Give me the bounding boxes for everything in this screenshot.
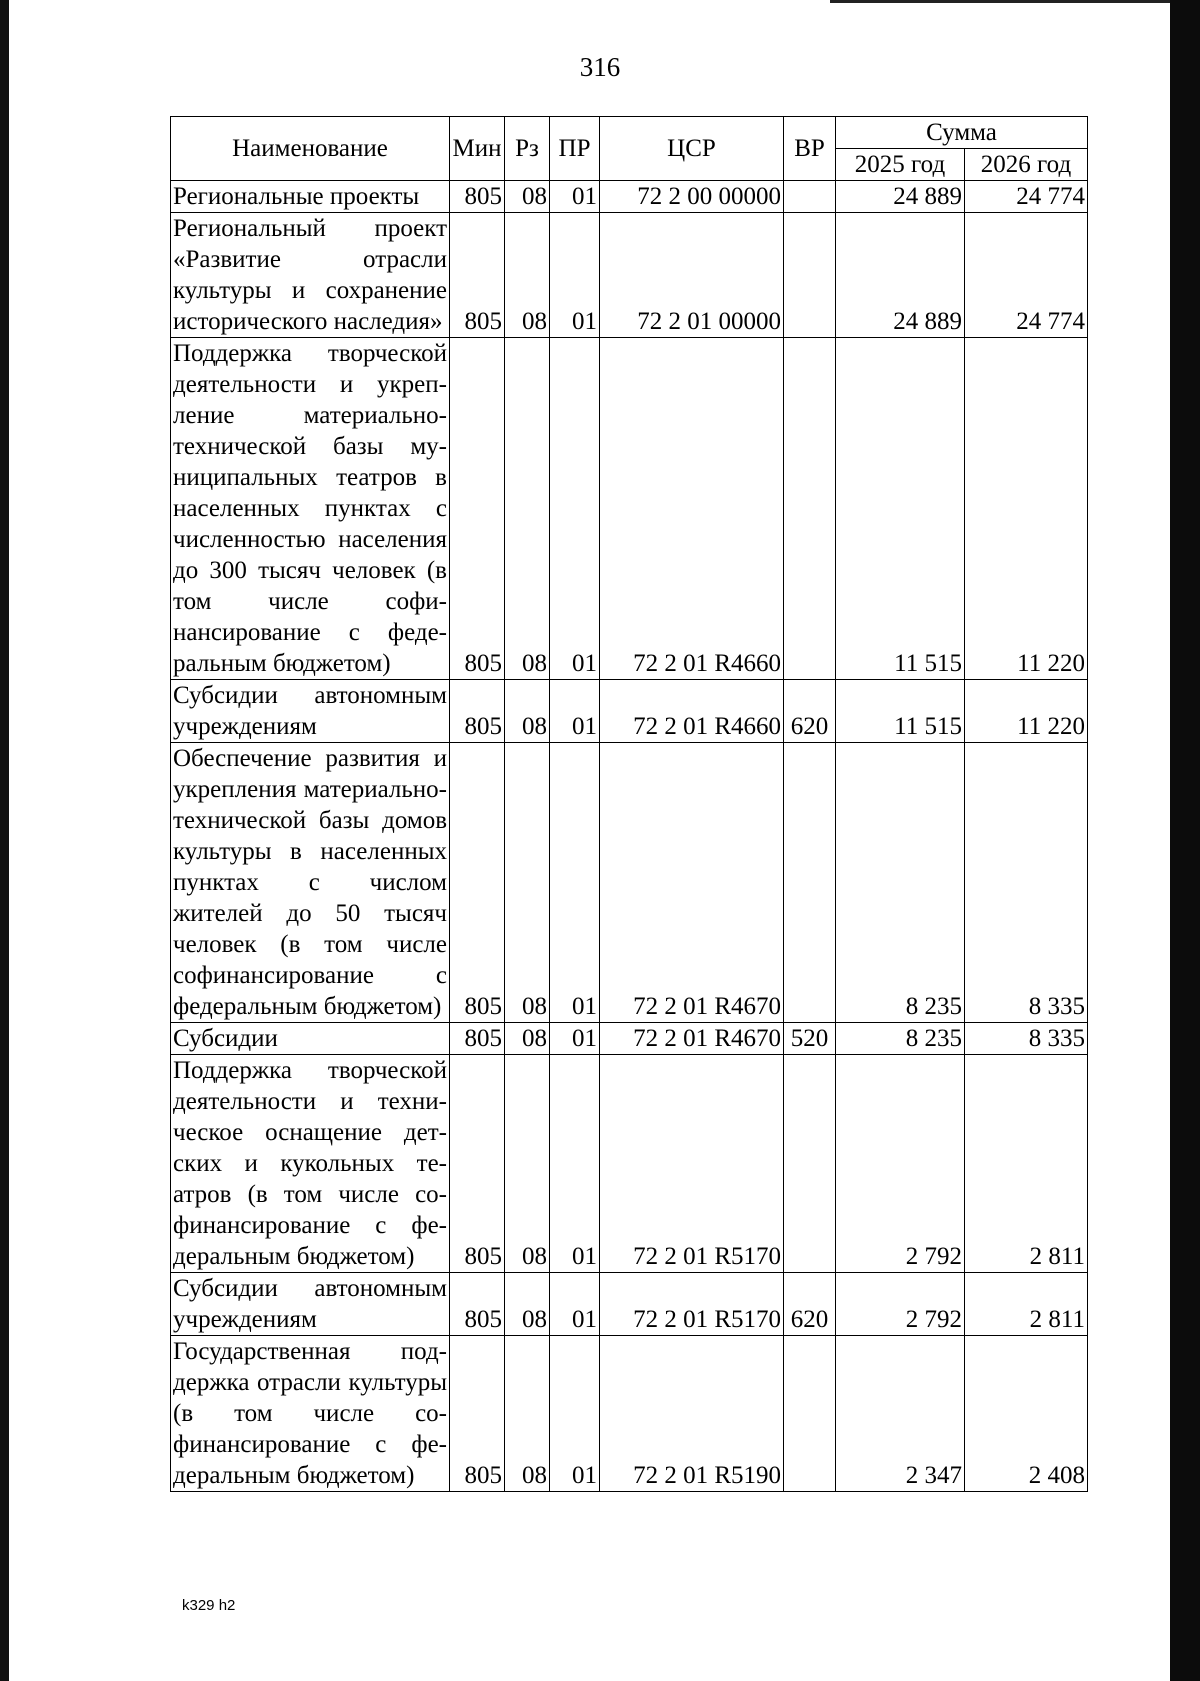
- row-2025: 8 235: [836, 1023, 965, 1055]
- row-2026: 2 408: [965, 1336, 1088, 1492]
- row-2026: 8 335: [965, 1023, 1088, 1055]
- row-csr: 72 2 00 00000: [600, 181, 784, 213]
- row-pr: 01: [550, 213, 600, 338]
- row-vr: [784, 181, 836, 213]
- table-row: [171, 1336, 1088, 1492]
- row-name: Субсидии: [171, 1023, 450, 1055]
- scan-edge-left: [0, 0, 9, 1681]
- header-year-2025: 2025 год: [836, 149, 965, 181]
- table-row: [171, 1023, 1088, 1055]
- row-pr: 01: [550, 338, 600, 680]
- row-2025: 24 889: [836, 181, 965, 213]
- row-pr: 01: [550, 680, 600, 743]
- row-vr: [784, 213, 836, 338]
- row-min: 805: [450, 338, 505, 680]
- row-pr: 01: [550, 1055, 600, 1273]
- scan-edge-right: [1170, 0, 1200, 1681]
- row-rz: 08: [505, 743, 550, 1023]
- row-min: 805: [450, 181, 505, 213]
- row-min: 805: [450, 213, 505, 338]
- header-pr: ПР: [550, 117, 600, 181]
- header-vr: ВР: [784, 117, 836, 181]
- row-csr: 72 2 01 R5170: [600, 1273, 784, 1336]
- row-2025: 2 792: [836, 1273, 965, 1336]
- row-name: Поддержка творческой деятельности и техническое оснащение детских и кукольных театров (в том числе софинансирование с федеральным бюджетом): [171, 1055, 450, 1273]
- page-number: 316: [579, 52, 621, 82]
- header-csr: ЦСР: [600, 117, 784, 181]
- row-2026: 24 774: [965, 213, 1088, 338]
- footer-code: k329 h2: [182, 1597, 236, 1614]
- row-vr: [784, 743, 836, 1023]
- row-rz: 08: [505, 1023, 550, 1055]
- row-min: 805: [450, 680, 505, 743]
- row-2026: 8 335: [965, 743, 1088, 1023]
- row-vr: [784, 1055, 836, 1273]
- row-2026: 24 774: [965, 181, 1088, 213]
- row-2025: 24 889: [836, 213, 965, 338]
- table-body: [171, 181, 1088, 1492]
- row-2025: 2 792: [836, 1055, 965, 1273]
- row-vr: 620: [784, 1273, 836, 1336]
- row-rz: 08: [505, 1273, 550, 1336]
- row-2026: 2 811: [965, 1273, 1088, 1336]
- row-vr: [784, 338, 836, 680]
- table-row: [171, 743, 1088, 1023]
- row-csr: 72 2 01 R4660: [600, 680, 784, 743]
- row-2025: 8 235: [836, 743, 965, 1023]
- row-pr: 01: [550, 181, 600, 213]
- table-row: [171, 338, 1088, 680]
- table-row: [171, 181, 1088, 213]
- row-rz: 08: [505, 1055, 550, 1273]
- row-pr: 01: [550, 743, 600, 1023]
- table-header: [171, 117, 1088, 181]
- row-2026: 11 220: [965, 680, 1088, 743]
- header-name: Наименование: [171, 117, 450, 181]
- row-pr: 01: [550, 1336, 600, 1492]
- header-min: Мин: [450, 117, 505, 181]
- header-rz: Рз: [505, 117, 550, 181]
- row-min: 805: [450, 1055, 505, 1273]
- row-vr: [784, 1336, 836, 1492]
- row-csr: 72 2 01 R4670: [600, 743, 784, 1023]
- row-name: Поддержка творческой деятельности и укрепление материально-технической базы муниципальных театров в населенных пунктах с численностью населения до 300 тысяч человек (в том числе софинансирование с федеральным бюджетом): [171, 338, 450, 680]
- row-2025: 11 515: [836, 338, 965, 680]
- row-min: 805: [450, 1336, 505, 1492]
- table-row: [171, 1055, 1088, 1273]
- table-row: [171, 213, 1088, 338]
- table-row: [171, 680, 1088, 743]
- row-name: Субсидии автономным учреждениям: [171, 680, 450, 743]
- row-vr: 520: [784, 1023, 836, 1055]
- row-csr: 72 2 01 R5170: [600, 1055, 784, 1273]
- row-rz: 08: [505, 181, 550, 213]
- header-sum: Сумма: [836, 117, 1088, 149]
- header-year-2026: 2026 год: [965, 149, 1088, 181]
- row-2025: 11 515: [836, 680, 965, 743]
- row-2025: 2 347: [836, 1336, 965, 1492]
- budget-table: [170, 116, 1088, 1492]
- row-csr: 72 2 01 00000: [600, 213, 784, 338]
- row-pr: 01: [550, 1273, 600, 1336]
- row-min: 805: [450, 1273, 505, 1336]
- row-min: 805: [450, 1023, 505, 1055]
- row-csr: 72 2 01 R4660: [600, 338, 784, 680]
- row-csr: 72 2 01 R4670: [600, 1023, 784, 1055]
- row-pr: 01: [550, 1023, 600, 1055]
- row-rz: 08: [505, 213, 550, 338]
- row-vr: 620: [784, 680, 836, 743]
- row-rz: 08: [505, 680, 550, 743]
- row-rz: 08: [505, 338, 550, 680]
- row-name: Региональные проекты: [171, 181, 450, 213]
- row-name: Региональный проект «Развитие отрасли культуры и сохранение исторического наследия»: [171, 213, 450, 338]
- row-2026: 11 220: [965, 338, 1088, 680]
- row-2026: 2 811: [965, 1055, 1088, 1273]
- table-row: [171, 1273, 1088, 1336]
- row-min: 805: [450, 743, 505, 1023]
- row-csr: 72 2 01 R5190: [600, 1336, 784, 1492]
- row-name: Государственная поддержка отрасли культуры (в том числе софинансирование с федеральным бюджетом): [171, 1336, 450, 1492]
- row-name: Обеспечение развития и укрепления материально-технической базы домов культуры в населенных пунктах с числом жителей до 50 тысяч человек (в том числе софинансирование с федеральным бюджетом): [171, 743, 450, 1023]
- row-rz: 08: [505, 1336, 550, 1492]
- scan-edge-top: [830, 0, 1170, 3]
- row-name: Субсидии автономным учреждениям: [171, 1273, 450, 1336]
